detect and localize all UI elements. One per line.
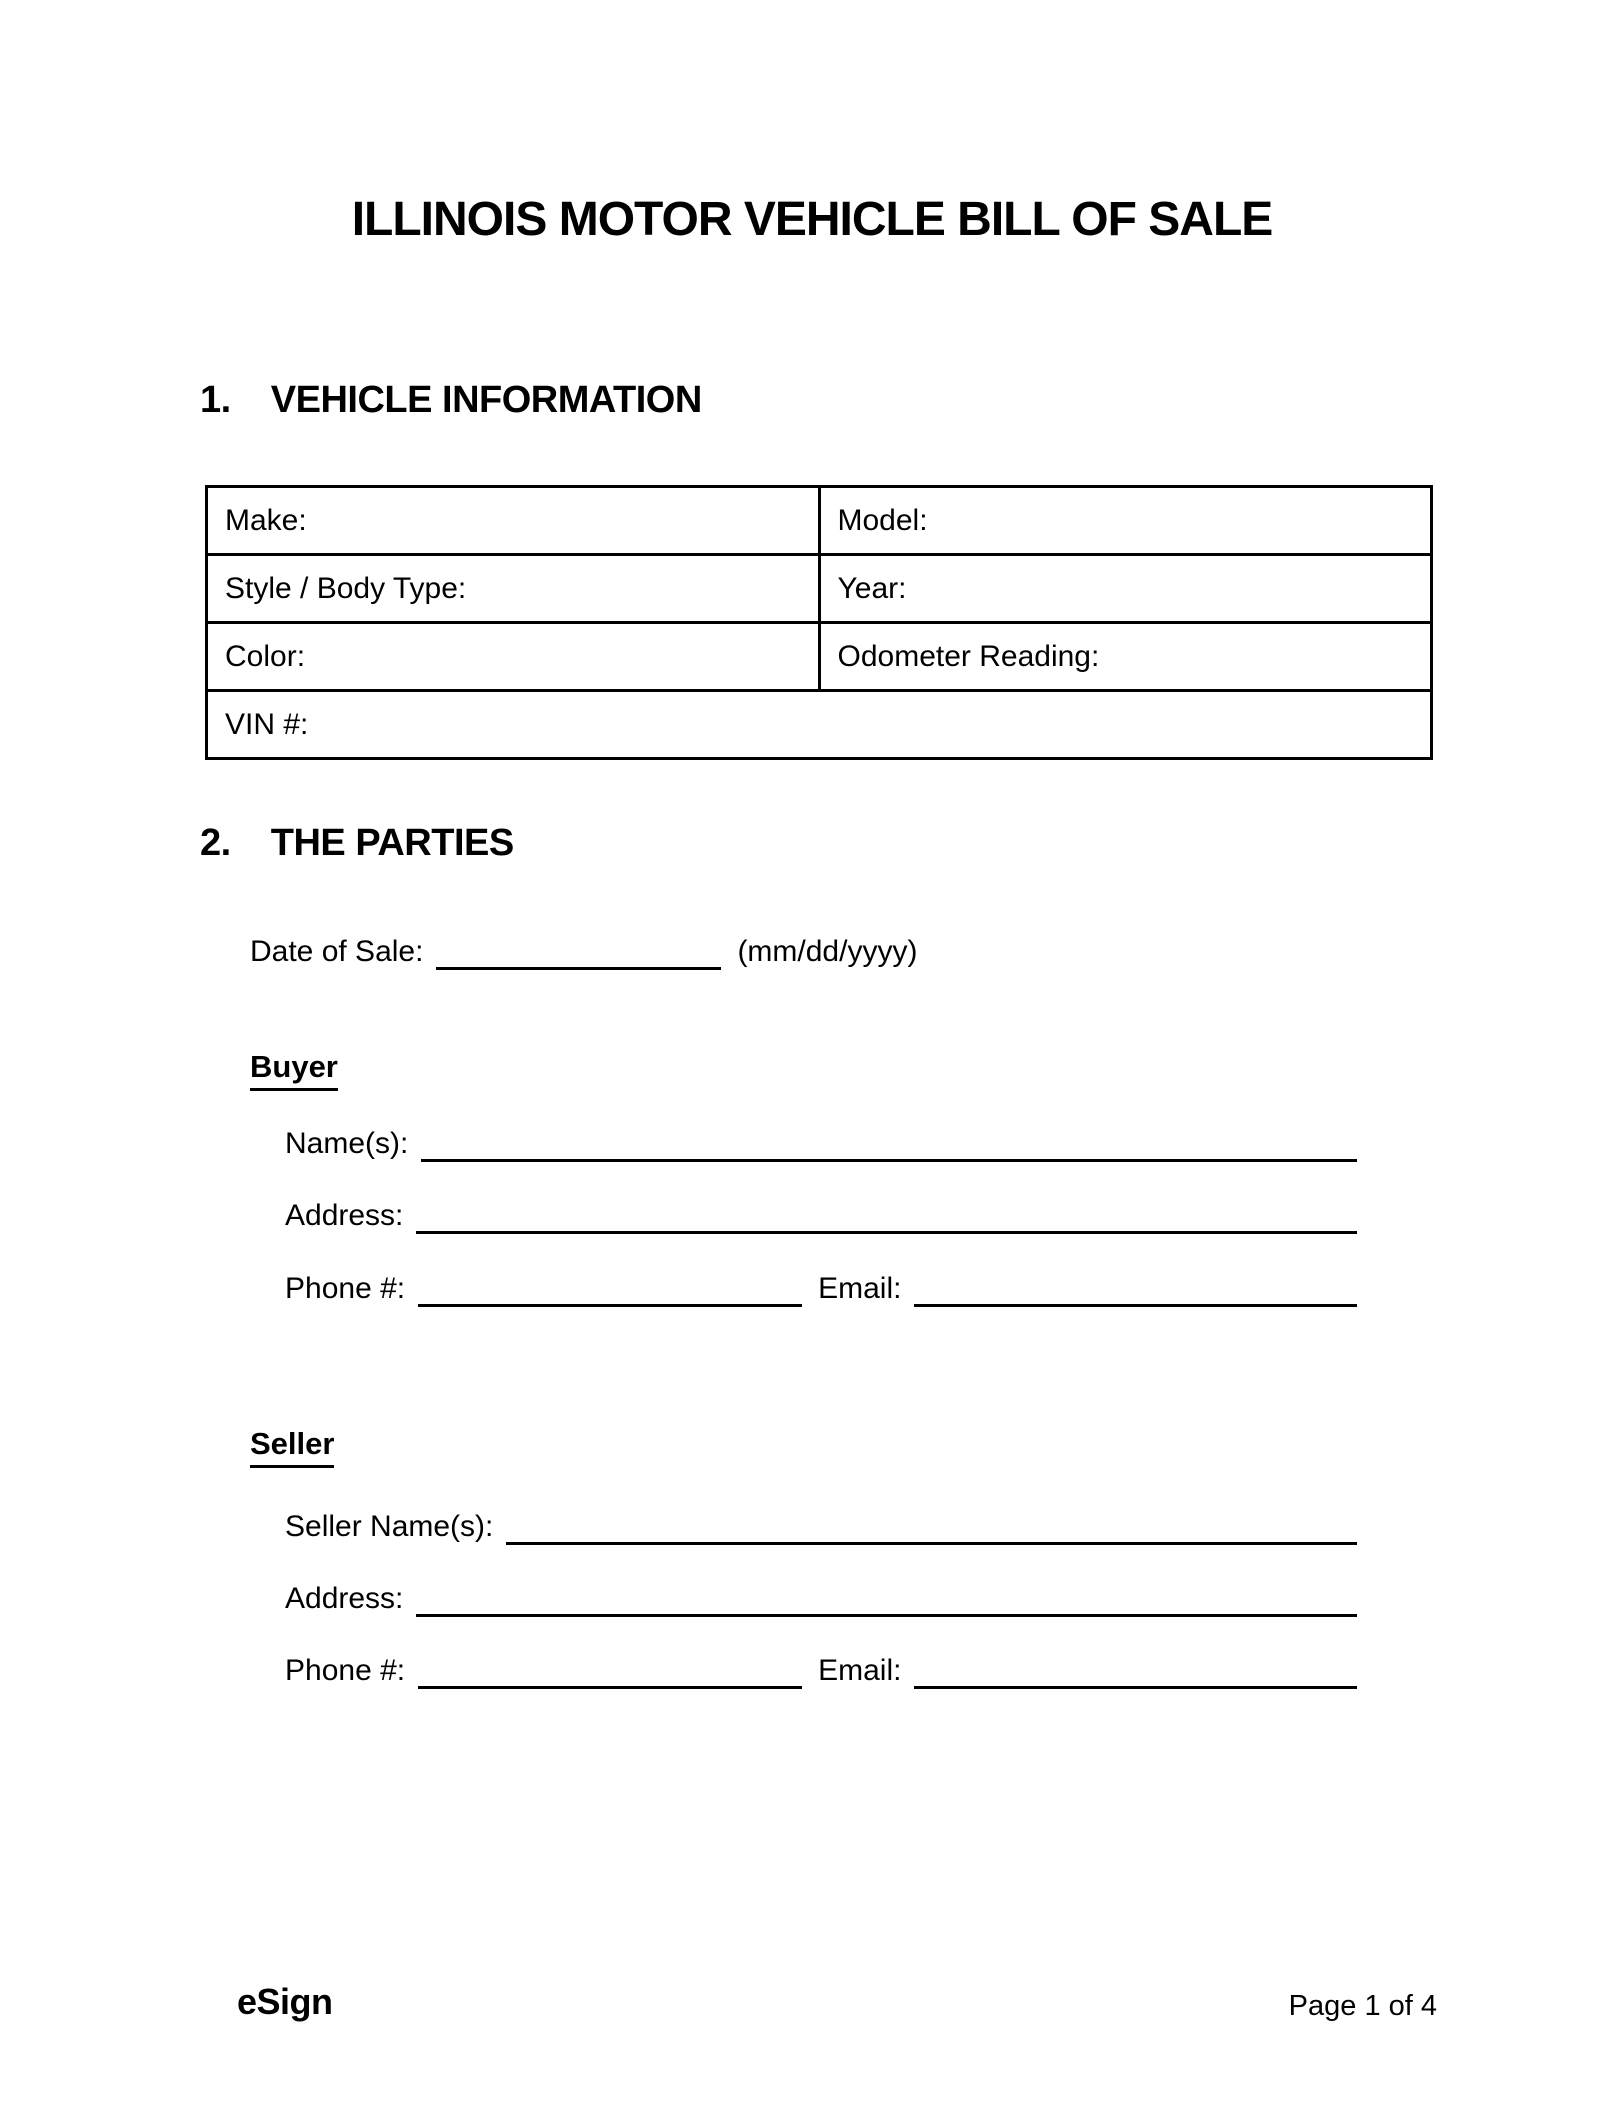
- seller-address-row: [285, 1581, 1357, 1617]
- seller-phone-email-row: [285, 1653, 1357, 1689]
- esign-logo: eSign: [237, 1981, 333, 2022]
- odometer-reading-field[interactable]: [818, 624, 1431, 689]
- date-of-sale-row: [250, 934, 950, 970]
- seller-phone-label: Phone #:: [285, 1654, 406, 1687]
- date-format-hint: (mm/dd/yyyy): [737, 935, 918, 968]
- table-row-make-model: [208, 488, 1430, 553]
- seller-email-input-line[interactable]: [914, 1684, 1357, 1689]
- color-label: Color:: [225, 639, 306, 673]
- section-number: 2.: [200, 822, 231, 864]
- section-number: 1.: [200, 379, 231, 421]
- buyer-address-row: [285, 1198, 1357, 1234]
- buyer-name-label: Name(s):: [285, 1127, 409, 1160]
- seller-email-label: Email:: [818, 1654, 902, 1687]
- section-heading-the-parties: [200, 822, 514, 865]
- buyer-name-input-line[interactable]: [421, 1157, 1357, 1162]
- vin-label: VIN #:: [225, 707, 309, 741]
- make-label: Make:: [225, 503, 307, 537]
- table-row-color-odometer: [208, 621, 1430, 689]
- buyer-email-input-line[interactable]: [914, 1302, 1357, 1307]
- odometer-reading-label: Odometer Reading:: [837, 639, 1100, 673]
- buyer-address-label: Address:: [285, 1199, 404, 1232]
- table-row-vin: [208, 689, 1430, 757]
- buyer-name-row: [285, 1126, 1357, 1162]
- style-body-type-field[interactable]: [208, 556, 818, 621]
- page-number-indicator: Page 1 of 4: [1288, 1990, 1437, 2022]
- buyer-section-heading: Buyer: [250, 1049, 338, 1091]
- vin-field[interactable]: [208, 692, 1430, 757]
- table-row-style-year: [208, 553, 1430, 621]
- seller-name-label: Seller Name(s):: [285, 1510, 494, 1543]
- seller-address-label: Address:: [285, 1582, 404, 1615]
- year-label: Year:: [837, 571, 907, 605]
- seller-section-heading: Seller: [250, 1426, 334, 1468]
- buyer-phone-email-row: [285, 1271, 1357, 1307]
- buyer-phone-input-line[interactable]: [418, 1302, 802, 1307]
- seller-name-row: [285, 1509, 1357, 1545]
- model-label: Model:: [837, 503, 928, 537]
- section-label: THE PARTIES: [270, 822, 514, 864]
- page-title: ILLINOIS MOTOR VEHICLE BILL OF SALE: [351, 193, 1273, 246]
- color-field[interactable]: [208, 624, 818, 689]
- section-heading-vehicle-information: [200, 379, 702, 422]
- buyer-phone-label: Phone #:: [285, 1272, 406, 1305]
- date-of-sale-label: Date of Sale:: [250, 935, 424, 968]
- style-body-type-label: Style / Body Type:: [225, 571, 467, 605]
- seller-name-input-line[interactable]: [506, 1540, 1357, 1545]
- buyer-address-input-line[interactable]: [416, 1229, 1357, 1234]
- date-of-sale-input-line[interactable]: [436, 965, 721, 970]
- section-label: VEHICLE INFORMATION: [270, 379, 702, 421]
- vehicle-info-table: [205, 485, 1433, 760]
- seller-phone-input-line[interactable]: [418, 1684, 802, 1689]
- make-field[interactable]: [208, 488, 818, 553]
- seller-address-input-line[interactable]: [416, 1612, 1357, 1617]
- model-field[interactable]: [818, 488, 1431, 553]
- buyer-email-label: Email:: [818, 1272, 902, 1305]
- year-field[interactable]: [818, 556, 1431, 621]
